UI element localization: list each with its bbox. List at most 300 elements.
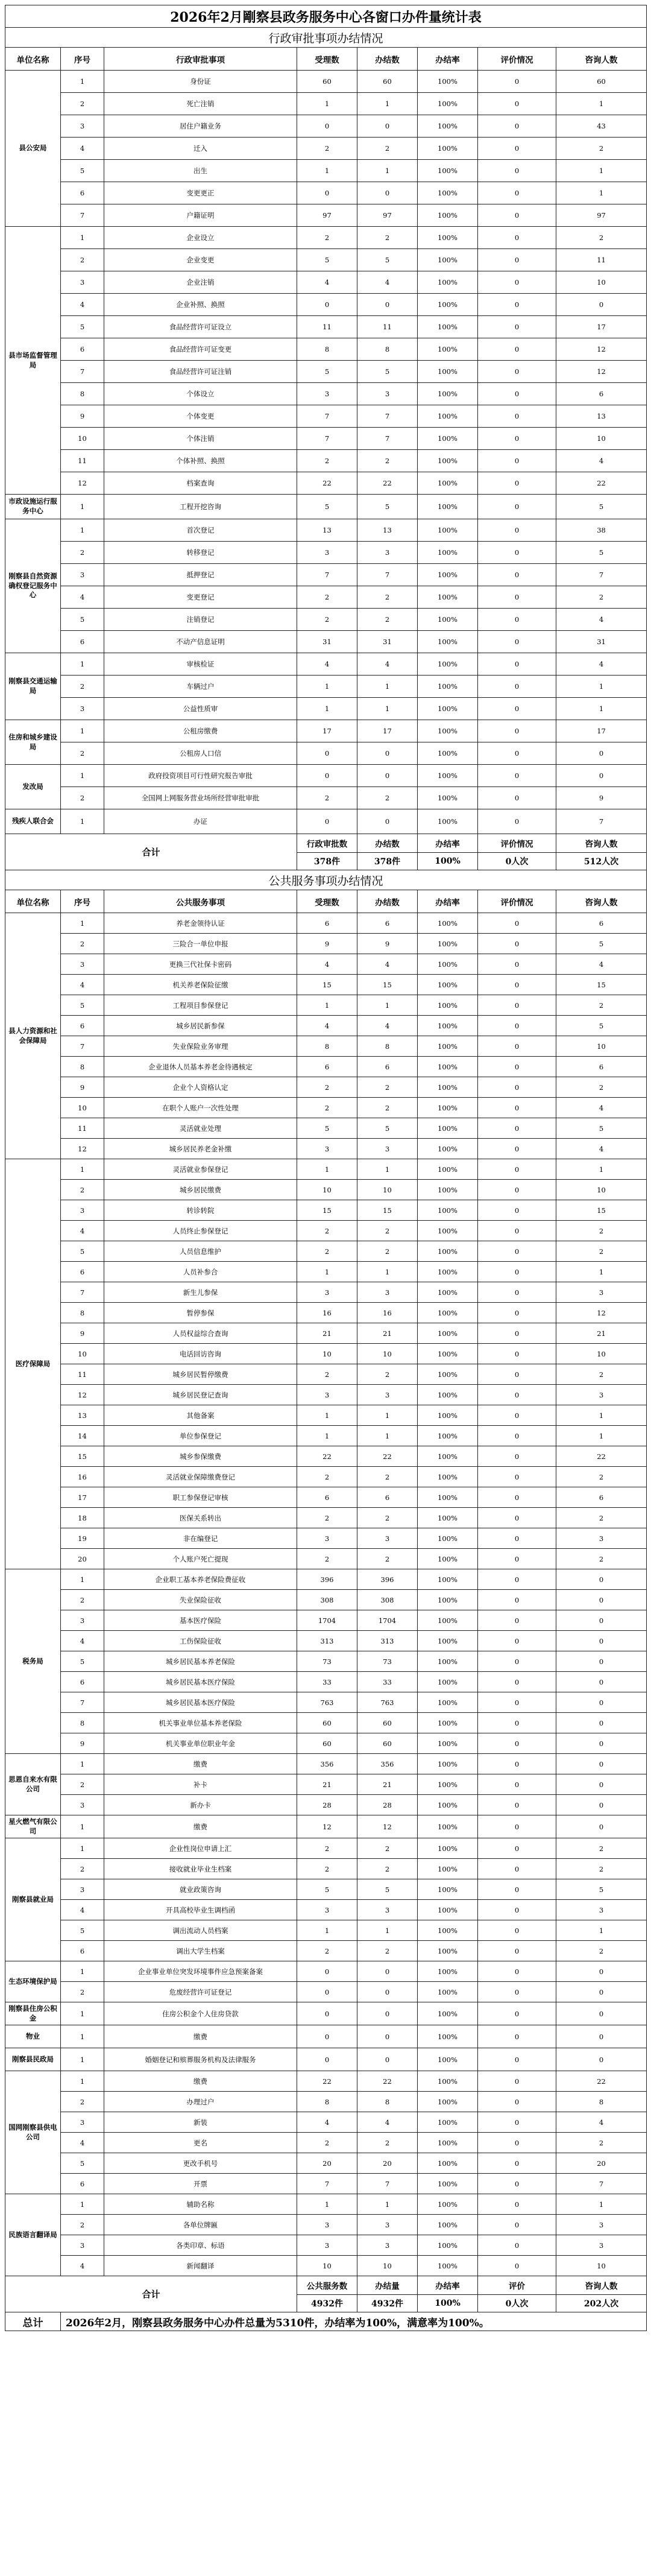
public-cell-consult: 6 bbox=[556, 913, 647, 934]
public-cell-completed: 0 bbox=[357, 2002, 418, 2025]
admin-cell-accepted: 5 bbox=[297, 249, 357, 271]
header-unit: 单位名称 bbox=[5, 890, 61, 913]
admin-cell-evaluation: 0 bbox=[478, 294, 556, 316]
public-cell-consult: 6 bbox=[556, 1057, 647, 1077]
public-cell-consult: 1 bbox=[556, 1920, 647, 1941]
admin-cell-rate: 100% bbox=[418, 428, 478, 450]
public-cell-consult: 0 bbox=[556, 2002, 647, 2025]
admin-cell-seq: 1 bbox=[61, 765, 104, 787]
public-cell-item: 企业性岗位申请上汇 bbox=[104, 1838, 297, 1859]
admin-cell-item: 企业补照、换照 bbox=[104, 294, 297, 316]
public-cell-rate: 100% bbox=[418, 1241, 478, 1262]
admin-cell-item: 个体设立 bbox=[104, 383, 297, 405]
admin-table-row bbox=[5, 609, 647, 631]
admin-header-row bbox=[5, 48, 647, 71]
public-cell-item: 危废经营许可证登记 bbox=[104, 1982, 297, 2002]
public-cell-item: 人员补参合 bbox=[104, 1262, 297, 1282]
public-cell-completed: 22 bbox=[357, 2071, 418, 2092]
public-cell-item: 城乡居民基本养老保险 bbox=[104, 1651, 297, 1672]
public-cell-evaluation: 0 bbox=[478, 1385, 556, 1405]
admin-table-row bbox=[5, 698, 647, 720]
public-cell-consult: 0 bbox=[556, 1982, 647, 2002]
public-cell-rate: 100% bbox=[418, 1549, 478, 1569]
admin-cell-completed: 5 bbox=[357, 361, 418, 383]
public-cell-evaluation: 0 bbox=[478, 913, 556, 934]
admin-cell-accepted: 97 bbox=[297, 204, 357, 227]
public-cell-completed: 3 bbox=[357, 1282, 418, 1303]
admin-cell-evaluation: 0 bbox=[478, 676, 556, 698]
public-cell-seq: 4 bbox=[61, 1900, 104, 1920]
public-table-row bbox=[5, 1838, 647, 1859]
public-cell-consult: 2 bbox=[556, 2133, 647, 2153]
public-cell-evaluation: 0 bbox=[478, 1733, 556, 1754]
admin-cell-rate: 100% bbox=[418, 542, 478, 564]
public-cell-consult: 5 bbox=[556, 1879, 647, 1900]
public-cell-item: 工伤保险征收 bbox=[104, 1631, 297, 1651]
public-unit-name: 国网刚察县供电公司 bbox=[5, 2071, 61, 2194]
public-table-row bbox=[5, 1713, 647, 1733]
public-cell-completed: 2 bbox=[357, 1941, 418, 1961]
public-cell-item: 企业职工基本养老保险费征收 bbox=[104, 1569, 297, 1590]
public-cell-consult: 0 bbox=[556, 1610, 647, 1631]
public-cell-rate: 100% bbox=[418, 2112, 478, 2133]
admin-cell-evaluation: 0 bbox=[478, 809, 556, 834]
admin-cell-completed: 2 bbox=[357, 586, 418, 609]
public-table-row bbox=[5, 1900, 647, 1920]
public-cell-seq: 8 bbox=[61, 1713, 104, 1733]
public-cell-consult: 1 bbox=[556, 1159, 647, 1180]
public-cell-evaluation: 0 bbox=[478, 1651, 556, 1672]
public-cell-evaluation: 0 bbox=[478, 954, 556, 975]
public-cell-completed: 3 bbox=[357, 1900, 418, 1920]
public-cell-consult: 12 bbox=[556, 1303, 647, 1323]
admin-cell-rate: 100% bbox=[418, 227, 478, 249]
public-cell-item: 在职个人账户一次性处理 bbox=[104, 1098, 297, 1118]
admin-cell-seq: 2 bbox=[61, 676, 104, 698]
public-cell-completed: 308 bbox=[357, 1590, 418, 1610]
public-cell-evaluation: 0 bbox=[478, 2025, 556, 2048]
grand-total-text: 2026年2月，刚察县政务服务中心办件总量为5310件，办结率为100%，满意率为100%。 bbox=[61, 2312, 647, 2331]
public-cell-item: 三险合一单位申报 bbox=[104, 934, 297, 954]
admin-cell-item: 个体注销 bbox=[104, 428, 297, 450]
public-cell-rate: 100% bbox=[418, 1900, 478, 1920]
public-cell-evaluation: 0 bbox=[478, 1303, 556, 1323]
public-cell-item: 城乡居民新参保 bbox=[104, 1016, 297, 1036]
admin-cell-item: 抵押登记 bbox=[104, 564, 297, 586]
public-cell-evaluation: 0 bbox=[478, 1961, 556, 1982]
public-cell-rate: 100% bbox=[418, 2153, 478, 2174]
public-cell-accepted: 2 bbox=[297, 1364, 357, 1385]
public-table-row bbox=[5, 1344, 647, 1364]
admin-cell-seq: 2 bbox=[61, 742, 104, 765]
admin-table-row bbox=[5, 809, 647, 834]
public-cell-accepted: 9 bbox=[297, 934, 357, 954]
public-cell-consult: 2 bbox=[556, 1859, 647, 1879]
public-table-row bbox=[5, 1508, 647, 1528]
public-cell-rate: 100% bbox=[418, 2235, 478, 2256]
public-cell-accepted: 3 bbox=[297, 1385, 357, 1405]
public-cell-accepted: 1 bbox=[297, 1426, 357, 1446]
admin-cell-seq: 1 bbox=[61, 653, 104, 676]
admin-table-row bbox=[5, 160, 647, 182]
admin-cell-seq: 4 bbox=[61, 294, 104, 316]
public-cell-seq: 13 bbox=[61, 1405, 104, 1426]
public-cell-seq: 1 bbox=[61, 2194, 104, 2215]
public-cell-seq: 7 bbox=[61, 1692, 104, 1713]
public-cell-accepted: 3 bbox=[297, 1139, 357, 1159]
public-cell-evaluation: 0 bbox=[478, 1713, 556, 1733]
public-cell-consult: 3 bbox=[556, 1900, 647, 1920]
public-cell-accepted: 0 bbox=[297, 1961, 357, 1982]
admin-cell-completed: 0 bbox=[357, 742, 418, 765]
public-cell-seq: 1 bbox=[61, 1838, 104, 1859]
admin-unit-name: 市政设施运行服务中心 bbox=[5, 495, 61, 519]
admin-cell-rate: 100% bbox=[418, 316, 478, 338]
public-cell-consult: 3 bbox=[556, 2215, 647, 2235]
page-title: 2026年2月剛察县政务服务中心各窗口办件量统计表 bbox=[5, 5, 647, 28]
admin-cell-consult: 10 bbox=[556, 428, 647, 450]
public-cell-evaluation: 0 bbox=[478, 995, 556, 1016]
public-cell-evaluation: 0 bbox=[478, 1838, 556, 1859]
admin-cell-accepted: 0 bbox=[297, 294, 357, 316]
public-cell-accepted: 5 bbox=[297, 1879, 357, 1900]
admin-cell-accepted: 0 bbox=[297, 115, 357, 138]
public-cell-evaluation: 0 bbox=[478, 1795, 556, 1815]
public-cell-rate: 100% bbox=[418, 1200, 478, 1221]
admin-cell-consult: 5 bbox=[556, 542, 647, 564]
admin-cell-item: 个体变更 bbox=[104, 405, 297, 428]
public-cell-evaluation: 0 bbox=[478, 975, 556, 995]
public-cell-accepted: 1704 bbox=[297, 1610, 357, 1631]
public-cell-item: 开具高校毕业生调档函 bbox=[104, 1900, 297, 1920]
public-cell-completed: 9 bbox=[357, 934, 418, 954]
public-cell-completed: 2 bbox=[357, 1508, 418, 1528]
admin-cell-evaluation: 0 bbox=[478, 653, 556, 676]
admin-cell-rate: 100% bbox=[418, 93, 478, 115]
public-table-row bbox=[5, 1859, 647, 1879]
admin-cell-item: 政府投资项目可行性研究报告审批 bbox=[104, 765, 297, 787]
public-cell-item: 转诊转院 bbox=[104, 1200, 297, 1221]
public-cell-seq: 8 bbox=[61, 1303, 104, 1323]
admin-cell-seq: 2 bbox=[61, 787, 104, 809]
public-cell-accepted: 20 bbox=[297, 2153, 357, 2174]
admin-cell-completed: 7 bbox=[357, 428, 418, 450]
public-cell-item: 更换三代社保卡密码 bbox=[104, 954, 297, 975]
public-table-row bbox=[5, 1323, 647, 1344]
public-cell-accepted: 60 bbox=[297, 1733, 357, 1754]
public-table-row bbox=[5, 1941, 647, 1961]
public-cell-accepted: 8 bbox=[297, 2092, 357, 2112]
admin-cell-item: 注销登记 bbox=[104, 609, 297, 631]
public-cell-completed: 4 bbox=[357, 954, 418, 975]
admin-unit-name: 刚察县自然资源确权登记服务中心 bbox=[5, 519, 61, 653]
header-item: 公共服务事项 bbox=[104, 890, 297, 913]
admin-total-value: 100% bbox=[418, 853, 478, 870]
admin-cell-evaluation: 0 bbox=[478, 742, 556, 765]
public-table-row bbox=[5, 1200, 647, 1221]
public-total-head: 公共服务数 bbox=[297, 2276, 357, 2295]
admin-cell-consult: 6 bbox=[556, 383, 647, 405]
public-cell-accepted: 2 bbox=[297, 1508, 357, 1528]
admin-cell-rate: 100% bbox=[418, 698, 478, 720]
public-cell-seq: 1 bbox=[61, 2048, 104, 2071]
public-cell-completed: 2 bbox=[357, 2133, 418, 2153]
admin-cell-seq: 1 bbox=[61, 71, 104, 93]
public-cell-accepted: 10 bbox=[297, 1180, 357, 1200]
admin-cell-rate: 100% bbox=[418, 586, 478, 609]
public-cell-consult: 2 bbox=[556, 995, 647, 1016]
public-unit-name: 医疗保障局 bbox=[5, 1159, 61, 1569]
public-unit-name: 民族语言翻译局 bbox=[5, 2194, 61, 2276]
public-cell-consult: 5 bbox=[556, 1118, 647, 1139]
admin-cell-consult: 10 bbox=[556, 271, 647, 294]
public-cell-completed: 0 bbox=[357, 2025, 418, 2048]
admin-cell-evaluation: 0 bbox=[478, 160, 556, 182]
admin-cell-completed: 1 bbox=[357, 676, 418, 698]
public-cell-seq: 11 bbox=[61, 1118, 104, 1139]
public-table-row bbox=[5, 1879, 647, 1900]
public-cell-seq: 19 bbox=[61, 1528, 104, 1549]
public-cell-completed: 1704 bbox=[357, 1610, 418, 1631]
public-table-row bbox=[5, 1795, 647, 1815]
public-cell-seq: 4 bbox=[61, 1631, 104, 1651]
public-cell-consult: 4 bbox=[556, 2112, 647, 2133]
admin-cell-accepted: 22 bbox=[297, 472, 357, 495]
public-cell-accepted: 3 bbox=[297, 1282, 357, 1303]
admin-total-value: 0人次 bbox=[478, 853, 556, 870]
admin-cell-rate: 100% bbox=[418, 361, 478, 383]
public-cell-item: 缴费 bbox=[104, 1815, 297, 1838]
admin-cell-evaluation: 0 bbox=[478, 609, 556, 631]
public-cell-seq: 3 bbox=[61, 954, 104, 975]
admin-cell-completed: 1 bbox=[357, 160, 418, 182]
admin-cell-consult: 7 bbox=[556, 564, 647, 586]
public-cell-item: 电话回访咨询 bbox=[104, 1344, 297, 1364]
public-cell-accepted: 73 bbox=[297, 1651, 357, 1672]
public-table-row bbox=[5, 954, 647, 975]
admin-cell-accepted: 0 bbox=[297, 182, 357, 204]
public-cell-accepted: 16 bbox=[297, 1303, 357, 1323]
public-cell-consult: 3 bbox=[556, 1528, 647, 1549]
public-cell-consult: 22 bbox=[556, 2071, 647, 2092]
public-cell-item: 缴费 bbox=[104, 2071, 297, 2092]
admin-cell-seq: 6 bbox=[61, 182, 104, 204]
public-cell-consult: 0 bbox=[556, 2048, 647, 2071]
public-total-head: 评价 bbox=[478, 2276, 556, 2295]
admin-cell-consult: 17 bbox=[556, 316, 647, 338]
header-unit: 单位名称 bbox=[5, 48, 61, 71]
public-cell-rate: 100% bbox=[418, 1385, 478, 1405]
public-cell-completed: 0 bbox=[357, 1961, 418, 1982]
admin-table-row bbox=[5, 586, 647, 609]
public-cell-rate: 100% bbox=[418, 1098, 478, 1118]
admin-cell-rate: 100% bbox=[418, 472, 478, 495]
public-cell-seq: 1 bbox=[61, 2071, 104, 2092]
admin-cell-evaluation: 0 bbox=[478, 472, 556, 495]
public-cell-evaluation: 0 bbox=[478, 1569, 556, 1590]
admin-unit-name: 县市场监督管理局 bbox=[5, 227, 61, 495]
public-cell-accepted: 15 bbox=[297, 1200, 357, 1221]
public-cell-item: 暂停参保 bbox=[104, 1303, 297, 1323]
header-item: 行政审批事项 bbox=[104, 48, 297, 71]
public-cell-accepted: 10 bbox=[297, 2256, 357, 2276]
public-cell-consult: 2 bbox=[556, 1941, 647, 1961]
public-cell-completed: 2 bbox=[357, 1077, 418, 1098]
public-cell-rate: 100% bbox=[418, 1467, 478, 1487]
public-cell-seq: 5 bbox=[61, 995, 104, 1016]
public-cell-completed: 313 bbox=[357, 1631, 418, 1651]
public-table-row bbox=[5, 2092, 647, 2112]
public-cell-seq: 7 bbox=[61, 1036, 104, 1057]
admin-cell-completed: 11 bbox=[357, 316, 418, 338]
admin-cell-consult: 11 bbox=[556, 249, 647, 271]
public-cell-completed: 2 bbox=[357, 1467, 418, 1487]
public-cell-consult: 4 bbox=[556, 1139, 647, 1159]
public-cell-evaluation: 0 bbox=[478, 1815, 556, 1838]
admin-table-row bbox=[5, 676, 647, 698]
admin-cell-consult: 43 bbox=[556, 115, 647, 138]
admin-cell-item: 首次登记 bbox=[104, 519, 297, 542]
admin-cell-item: 车辆过户 bbox=[104, 676, 297, 698]
public-cell-evaluation: 0 bbox=[478, 1754, 556, 1774]
admin-cell-item: 工程开挖咨询 bbox=[104, 495, 297, 519]
admin-cell-evaluation: 0 bbox=[478, 361, 556, 383]
public-cell-accepted: 2 bbox=[297, 1859, 357, 1879]
public-cell-consult: 22 bbox=[556, 1446, 647, 1467]
admin-cell-rate: 100% bbox=[418, 564, 478, 586]
public-table-row bbox=[5, 1282, 647, 1303]
public-cell-evaluation: 0 bbox=[478, 1610, 556, 1631]
public-cell-rate: 100% bbox=[418, 995, 478, 1016]
admin-table-row bbox=[5, 71, 647, 93]
public-cell-evaluation: 0 bbox=[478, 1016, 556, 1036]
admin-cell-accepted: 60 bbox=[297, 71, 357, 93]
public-table-row bbox=[5, 1961, 647, 1982]
public-table-row bbox=[5, 975, 647, 995]
public-cell-accepted: 3 bbox=[297, 2235, 357, 2256]
public-cell-accepted: 21 bbox=[297, 1774, 357, 1795]
admin-cell-rate: 100% bbox=[418, 495, 478, 519]
admin-cell-completed: 3 bbox=[357, 383, 418, 405]
public-cell-accepted: 1 bbox=[297, 2194, 357, 2215]
report bbox=[5, 5, 646, 2331]
public-table-row bbox=[5, 1036, 647, 1057]
public-table-row bbox=[5, 1139, 647, 1159]
public-cell-evaluation: 0 bbox=[478, 1323, 556, 1344]
public-unit-name: 刚察县民政局 bbox=[5, 2048, 61, 2071]
public-cell-completed: 356 bbox=[357, 1754, 418, 1774]
public-cell-completed: 15 bbox=[357, 975, 418, 995]
admin-table-row bbox=[5, 720, 647, 742]
public-cell-rate: 100% bbox=[418, 1262, 478, 1282]
public-cell-completed: 21 bbox=[357, 1774, 418, 1795]
public-cell-item: 人员信息维护 bbox=[104, 1241, 297, 1262]
admin-cell-evaluation: 0 bbox=[478, 586, 556, 609]
admin-cell-accepted: 2 bbox=[297, 586, 357, 609]
public-table-row bbox=[5, 1118, 647, 1139]
admin-cell-seq: 12 bbox=[61, 472, 104, 495]
public-cell-completed: 2 bbox=[357, 1364, 418, 1385]
public-cell-consult: 0 bbox=[556, 1692, 647, 1713]
public-cell-rate: 100% bbox=[418, 1795, 478, 1815]
public-table-row bbox=[5, 1672, 647, 1692]
admin-table bbox=[5, 5, 647, 2331]
public-cell-item: 工程项目参保登记 bbox=[104, 995, 297, 1016]
public-total-row bbox=[5, 2276, 647, 2295]
admin-table-row bbox=[5, 631, 647, 653]
admin-cell-accepted: 5 bbox=[297, 361, 357, 383]
public-total-value: 0人次 bbox=[478, 2295, 556, 2312]
public-cell-item: 调出大学生档案 bbox=[104, 1941, 297, 1961]
public-cell-completed: 22 bbox=[357, 1446, 418, 1467]
public-cell-completed: 28 bbox=[357, 1795, 418, 1815]
public-cell-evaluation: 0 bbox=[478, 2153, 556, 2174]
admin-cell-evaluation: 0 bbox=[478, 542, 556, 564]
admin-cell-completed: 8 bbox=[357, 338, 418, 361]
public-cell-accepted: 3 bbox=[297, 1900, 357, 1920]
admin-table-row bbox=[5, 742, 647, 765]
admin-cell-completed: 2 bbox=[357, 787, 418, 809]
public-cell-accepted: 2 bbox=[297, 1077, 357, 1098]
public-cell-seq: 3 bbox=[61, 2112, 104, 2133]
admin-cell-accepted: 2 bbox=[297, 227, 357, 249]
public-cell-consult: 1 bbox=[556, 2194, 647, 2215]
public-cell-seq: 6 bbox=[61, 2174, 104, 2194]
public-table-row bbox=[5, 1631, 647, 1651]
public-cell-item: 城乡居民暂停缴费 bbox=[104, 1364, 297, 1385]
public-cell-seq: 2 bbox=[61, 1774, 104, 1795]
public-cell-rate: 100% bbox=[418, 1446, 478, 1467]
admin-cell-consult: 0 bbox=[556, 765, 647, 787]
admin-cell-completed: 0 bbox=[357, 182, 418, 204]
public-table-row bbox=[5, 2133, 647, 2153]
public-cell-item: 失业保险业务审理 bbox=[104, 1036, 297, 1057]
public-cell-evaluation: 0 bbox=[478, 2048, 556, 2071]
admin-cell-rate: 100% bbox=[418, 450, 478, 472]
admin-table-row bbox=[5, 450, 647, 472]
admin-cell-evaluation: 0 bbox=[478, 271, 556, 294]
admin-table-row bbox=[5, 271, 647, 294]
public-cell-rate: 100% bbox=[418, 1487, 478, 1508]
admin-cell-accepted: 4 bbox=[297, 271, 357, 294]
public-unit-name: 思恩自来水有限公司 bbox=[5, 1754, 61, 1815]
public-cell-completed: 2 bbox=[357, 1241, 418, 1262]
admin-total-head: 评价情况 bbox=[478, 834, 556, 853]
public-cell-consult: 5 bbox=[556, 1016, 647, 1036]
admin-unit-name: 残疾人联合会 bbox=[5, 809, 61, 834]
public-cell-completed: 10 bbox=[357, 2256, 418, 2276]
public-table-row bbox=[5, 1159, 647, 1180]
public-unit-name: 县人力资源和社会保障局 bbox=[5, 913, 61, 1159]
public-cell-seq: 1 bbox=[61, 1159, 104, 1180]
public-cell-consult: 3 bbox=[556, 1282, 647, 1303]
admin-cell-rate: 100% bbox=[418, 519, 478, 542]
admin-table-row bbox=[5, 495, 647, 519]
public-cell-accepted: 2 bbox=[297, 1838, 357, 1859]
public-cell-accepted: 1 bbox=[297, 1920, 357, 1941]
public-cell-consult: 0 bbox=[556, 1961, 647, 1982]
admin-cell-consult: 17 bbox=[556, 720, 647, 742]
admin-cell-seq: 1 bbox=[61, 809, 104, 834]
public-cell-completed: 3 bbox=[357, 1385, 418, 1405]
admin-cell-completed: 4 bbox=[357, 271, 418, 294]
public-cell-evaluation: 0 bbox=[478, 1098, 556, 1118]
admin-cell-rate: 100% bbox=[418, 720, 478, 742]
public-cell-completed: 21 bbox=[357, 1323, 418, 1344]
public-cell-completed: 73 bbox=[357, 1651, 418, 1672]
public-cell-rate: 100% bbox=[418, 1036, 478, 1057]
public-cell-consult: 0 bbox=[556, 1774, 647, 1795]
